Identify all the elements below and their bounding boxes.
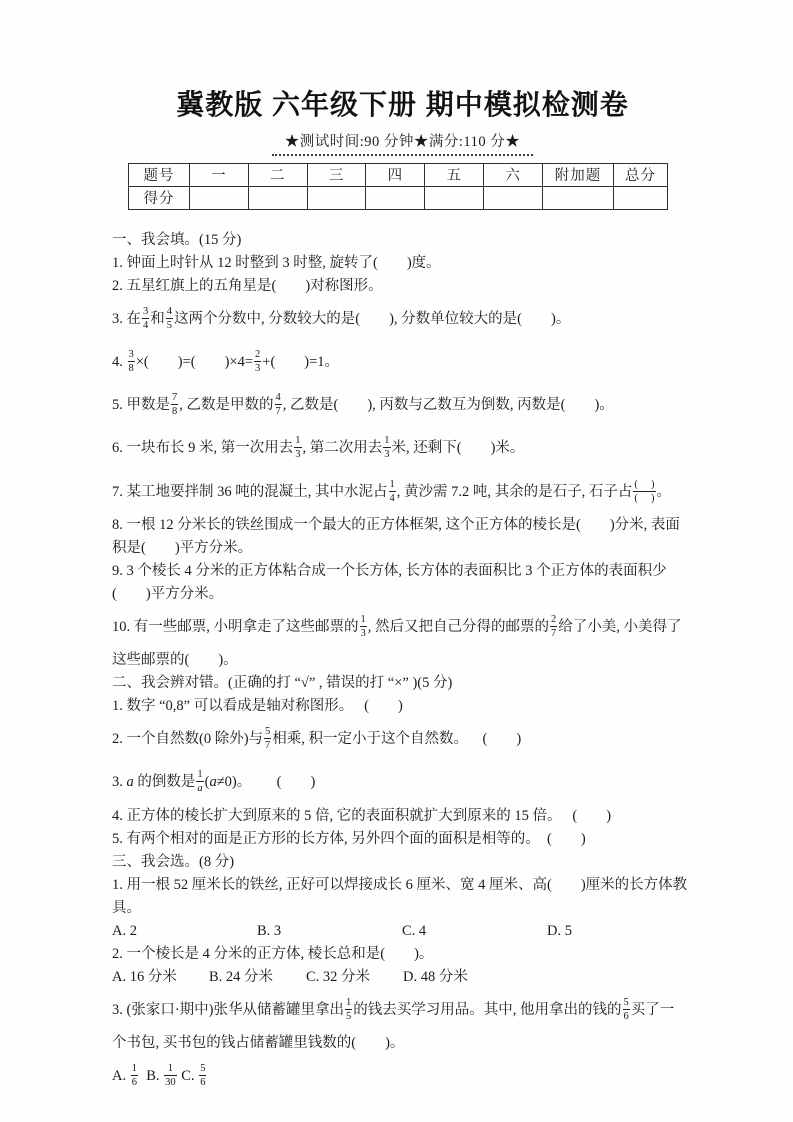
fraction xyxy=(345,996,352,1023)
text-run: a xyxy=(126,774,134,791)
option-item: B. 24 分米 xyxy=(209,968,274,985)
option-item: C. 4 xyxy=(402,922,427,939)
fraction-numerator: ( ) xyxy=(634,478,655,490)
section-heading: 三、我会选。(8 分) xyxy=(112,853,235,870)
section-heading: 一、我会填。(15 分) xyxy=(112,231,242,248)
text-run: 1. 数字 “0,8” 可以看成是轴对称图形。 ( ) xyxy=(112,698,403,715)
fraction-numerator: 2 xyxy=(255,348,261,360)
option-item: A. 2 xyxy=(112,922,137,939)
score-table-score-row xyxy=(129,186,668,209)
text-run: 给了小美, 小美得了 xyxy=(558,618,682,635)
options-row xyxy=(112,920,693,943)
text-run: 。 xyxy=(656,483,671,500)
fraction xyxy=(389,478,396,505)
text-run: 4. 正方体的棱长扩大到原来的 5 倍, 它的表面积就扩大到原来的 15 倍。 ( ) xyxy=(112,807,612,824)
fraction-numerator: 5 xyxy=(265,726,271,738)
fraction-denominator: 3 xyxy=(295,449,301,461)
fraction-denominator: 7 xyxy=(275,406,281,418)
question-line xyxy=(112,384,693,427)
text-run: 5. 有两个相对的面是正方形的长方体, 另外四个面的面积是相等的。 ( ) xyxy=(112,830,586,847)
text-run: 1. 用一根 52 厘米长的铁丝, 正好可以焊接成长 6 厘米、宽 4 厘米、高( )厘米的长方体教 xyxy=(112,876,688,893)
score-table-header-cell: 总分 xyxy=(614,163,668,186)
question-line xyxy=(112,606,693,649)
fraction-denominator: 7 xyxy=(265,740,271,752)
score-row-label: 得分 xyxy=(129,186,190,209)
question-line xyxy=(112,427,693,470)
option-item: A. 16 分米 xyxy=(112,968,177,985)
question-line xyxy=(112,471,693,514)
question-line xyxy=(112,761,693,804)
score-table-header-cell: 二 xyxy=(248,163,307,186)
question-line xyxy=(112,649,693,672)
fraction-denominator: 7 xyxy=(551,627,557,639)
question-line xyxy=(112,943,693,966)
fraction-denominator: 6 xyxy=(623,1010,629,1022)
fraction-numerator: 7 xyxy=(172,392,178,404)
fraction xyxy=(142,305,149,332)
text-run: 10. 有一些邮票, 小明拿走了这些邮票的 xyxy=(112,618,359,635)
text-run: 买了一 xyxy=(630,1001,675,1018)
score-table-header-cell: 一 xyxy=(190,163,249,186)
score-table-header-cell: 附加题 xyxy=(543,163,614,186)
text-run: 积是( )平方分米。 xyxy=(112,539,253,556)
fraction-numerator: 3 xyxy=(128,348,134,360)
text-run: 3. xyxy=(112,774,127,791)
text-run: 3. (张家口·期中)张华从储蓄罐里拿出 xyxy=(112,1001,344,1018)
fraction-numerator: 5 xyxy=(623,996,629,1008)
fraction xyxy=(264,725,271,752)
text-run: 这些邮票的( )。 xyxy=(112,652,238,669)
text-run: , 乙数是甲数的 xyxy=(179,397,274,414)
fraction-numerator: 1 xyxy=(360,613,366,625)
fraction-numerator: 1 xyxy=(384,435,390,447)
fraction-denominator: 5 xyxy=(346,1010,352,1022)
fraction-numerator: 1 xyxy=(131,1062,137,1074)
score-cell-empty xyxy=(307,186,366,209)
fraction xyxy=(166,305,173,332)
fraction xyxy=(550,613,557,640)
question-line xyxy=(112,718,693,761)
fraction xyxy=(131,1062,138,1089)
option-item: D. 48 分米 xyxy=(403,968,468,985)
score-table-header-cell: 题号 xyxy=(129,163,190,186)
question-line xyxy=(112,828,693,851)
fraction xyxy=(199,1062,206,1089)
fraction-denominator: 3 xyxy=(255,362,261,374)
score-table-header-cell: 五 xyxy=(425,163,484,186)
question-line xyxy=(112,514,693,537)
question-line xyxy=(112,989,693,1032)
text-run: 4. xyxy=(112,353,127,370)
exam-info-line: ★测试时间:90 分钟★满分:110 分★ xyxy=(272,130,534,156)
score-cell-empty xyxy=(248,186,307,209)
text-run: 5. 甲数是 xyxy=(112,397,170,414)
fraction-denominator: 5 xyxy=(166,319,172,331)
fraction-denominator: 3 xyxy=(360,627,366,639)
text-run: , 黄沙需 7.2 吨, 其余的是石子, 石子占 xyxy=(396,483,633,500)
subtitle-row xyxy=(112,130,693,156)
text-run: 1. 钟面上时针从 12 时整到 3 时整, 旋转了( )度。 xyxy=(112,254,441,271)
fraction-denominator: 4 xyxy=(143,319,149,331)
question-line xyxy=(112,695,693,718)
fraction-denominator: 8 xyxy=(128,362,134,374)
fraction-numerator: 4 xyxy=(166,305,172,317)
text-run: +( )=1。 xyxy=(262,353,340,370)
score-table-header-row xyxy=(129,163,668,186)
text-run: C. xyxy=(177,1067,199,1084)
fraction xyxy=(275,391,282,418)
fraction-denominator: ( ) xyxy=(634,492,655,504)
fraction-denominator: 6 xyxy=(131,1076,137,1088)
score-cell-empty xyxy=(366,186,425,209)
score-cell-empty xyxy=(543,186,614,209)
text-run: a xyxy=(209,774,217,791)
fraction xyxy=(196,768,203,795)
score-table xyxy=(128,163,668,210)
fraction-numerator: 1 xyxy=(197,769,203,781)
score-table-header-cell: 六 xyxy=(484,163,543,186)
text-run: ( )平方分米。 xyxy=(112,585,224,602)
text-run: 的倒数是 xyxy=(133,774,196,791)
fraction xyxy=(171,391,178,418)
question-line xyxy=(112,1055,693,1098)
page-title: 冀教版 六年级下册 期中模拟检测卷 xyxy=(176,89,629,120)
fraction-denominator: 4 xyxy=(389,492,395,504)
text-run: 的钱去买学习用品。其中, 他用拿出的钱的 xyxy=(353,1001,622,1018)
text-run: 7. 某工地要拌制 36 吨的混凝土, 其中水泥占 xyxy=(112,483,388,500)
fraction xyxy=(128,348,135,375)
question-line xyxy=(112,805,693,828)
fraction xyxy=(254,348,261,375)
fraction-numerator: 4 xyxy=(275,392,281,404)
text-run: , 乙数是( ), 丙数与乙数互为倒数, 丙数是( )。 xyxy=(282,397,614,414)
question-line xyxy=(112,252,693,275)
text-run: A. xyxy=(112,1067,130,1084)
question-line xyxy=(112,341,693,384)
question-line xyxy=(112,537,693,560)
fraction-numerator: 1 xyxy=(389,478,395,490)
text-run: ≠0)。 ( ) xyxy=(216,774,316,791)
section-heading: 二、我会辨对错。(正确的打 “√” , 错误的打 “×” )(5 分) xyxy=(112,675,453,692)
text-run: 这两个分数中, 分数较大的是( ), 分数单位较大的是( )。 xyxy=(174,310,571,327)
fraction xyxy=(294,434,301,461)
fraction-denominator: 30 xyxy=(165,1076,176,1088)
text-run: 具。 xyxy=(112,899,141,916)
fraction-denominator: 8 xyxy=(172,406,178,418)
fraction xyxy=(360,613,367,640)
text-run: 2. 一个棱长是 4 分米的正方体, 棱长总和是( )。 xyxy=(112,945,434,962)
text-run: 米, 还剩下( )米。 xyxy=(391,440,525,457)
fraction-denominator: 3 xyxy=(384,449,390,461)
score-table-header-cell: 四 xyxy=(366,163,425,186)
fraction-numerator: 1 xyxy=(167,1062,174,1074)
text-run: 9. 3 个棱长 4 分米的正方体粘合成一个长方体, 长方体的表面积比 3 个正方体的表面积少 xyxy=(112,562,667,579)
fraction xyxy=(383,434,390,461)
text-run: 相乘, 积一定小于这个自然数。 ( ) xyxy=(272,731,522,748)
text-run: 2. 五星红旗上的五角星是( )对称图形。 xyxy=(112,277,383,294)
text-run: ( xyxy=(204,774,210,791)
fraction-numerator: 1 xyxy=(346,996,352,1008)
fraction-denominator: 6 xyxy=(200,1076,206,1088)
document-body xyxy=(112,229,693,1099)
text-run: , 第二次用去 xyxy=(302,440,383,457)
score-cell-empty xyxy=(190,186,249,209)
text-run: , 然后又把自己分得的邮票的 xyxy=(367,618,549,635)
option-item: B. 3 xyxy=(257,922,282,939)
score-cell-empty xyxy=(614,186,668,209)
question-line xyxy=(112,1032,693,1055)
text-run: B. xyxy=(138,1067,164,1084)
fraction-numerator: 1 xyxy=(295,435,301,447)
text-run: 3. 在 xyxy=(112,310,141,327)
question-line xyxy=(112,298,693,341)
fraction xyxy=(623,996,630,1023)
score-cell-empty xyxy=(425,186,484,209)
question-line xyxy=(112,560,693,583)
fraction xyxy=(633,478,655,505)
text-run: 6. 一块布长 9 米, 第一次用去 xyxy=(112,440,294,457)
text-run: ×( )=( )×4= xyxy=(135,353,254,370)
fraction-denominator: a xyxy=(197,783,203,795)
fraction xyxy=(164,1062,177,1089)
fraction-numerator: 3 xyxy=(143,305,149,317)
question-line xyxy=(112,275,693,298)
question-line xyxy=(112,583,693,606)
fraction-numerator: 2 xyxy=(551,613,557,625)
question-line xyxy=(112,897,693,920)
fraction-numerator: 5 xyxy=(200,1062,206,1074)
option-item: D. 5 xyxy=(547,922,572,939)
text-run: 2. 一个自然数(0 除外)与 xyxy=(112,731,264,748)
text-run: 个书包, 买书包的钱占储蓄罐里钱数的( )。 xyxy=(112,1034,405,1051)
text-run: 8. 一根 12 分米长的铁丝围成一个最大的正方体框架, 这个正方体的棱长是( )分米, 表面 xyxy=(112,516,680,533)
option-item: C. 32 分米 xyxy=(306,968,371,985)
text-run: 和 xyxy=(150,310,165,327)
options-row xyxy=(112,966,693,989)
score-table-header-cell: 三 xyxy=(307,163,366,186)
score-cell-empty xyxy=(484,186,543,209)
question-line xyxy=(112,874,693,897)
